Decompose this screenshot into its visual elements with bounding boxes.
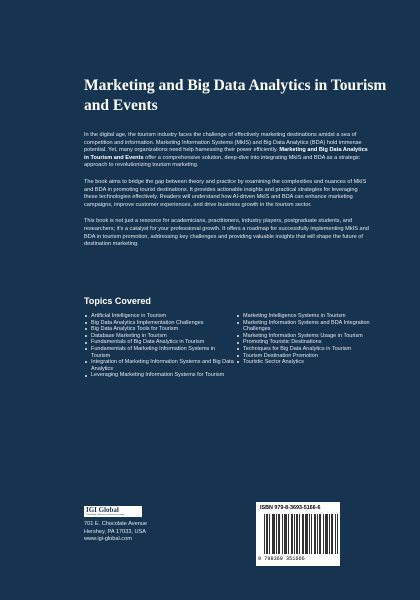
- book-title: Marketing and Big Data Analytics in Tourism and Events: [84, 77, 387, 114]
- publisher-logo-text: IGI Global: [86, 505, 119, 514]
- isbn-barcode: [256, 502, 340, 566]
- topic-item: Leveraging Marketing Information Systems for Tourism: [84, 372, 234, 379]
- topic-item: Touristic Sector Analytics: [236, 359, 386, 366]
- topic-item: Fundamentals of Marketing Information Systems in Tourism: [84, 346, 234, 359]
- description-paragraph-3: This book is not just a resource for academicians, practitioners, industry players, postgraduate students, and researchers; it's a catalyst for your professional growth. It offers a roadmap for successfully implementing MkIS and BDA in tourism promotion, addressing key challenges and providing valuable insights that will shape the future of destination marketing.: [84, 218, 369, 248]
- topics-heading: Topics Covered: [84, 296, 151, 306]
- topics-list-right: [236, 313, 386, 366]
- topic-item: Tourism Destination Promotion: [236, 353, 386, 360]
- barcode-bars: [264, 514, 338, 554]
- topic-item: Big Data Analytics Implementation Challenges: [84, 320, 234, 327]
- topic-item: Marketing Information Systems Usage in Tourism: [236, 333, 386, 340]
- description-paragraph-2: The book aims to bridge the gap between theory and practice by examining the complexities and nuances of MkIS and BDA in promoting tourist destinations. It provides actionable insights and practical strategies for leveraging these technologies effectively. Readers will understand how AI-driven MkIS and BDA can enhance marketing campaigns, improve customer experiences, and drive business growth in the tourism sector.: [84, 178, 367, 208]
- address-line-1: 701 E. Chocolate Avenue: [84, 521, 148, 527]
- topic-item: Artificial Intelligence in Tourism: [84, 313, 234, 320]
- address-line-2: Hershey, PA 17033, USA: [84, 528, 146, 535]
- topic-item: Promoting Touristic Destinations: [236, 339, 386, 346]
- topic-item: Database Marketing in Tourism: [84, 333, 234, 340]
- description: [84, 132, 372, 258]
- topic-item: Techniques for Big Data Analytics in Tourism: [236, 346, 386, 353]
- description-paragraph-1: [84, 132, 372, 170]
- topic-item: Marketing Information Systems and BDA Integration Challenges: [236, 320, 386, 333]
- publisher-logo: [84, 506, 142, 517]
- publisher-logo-tagline: Publishing Tomorrow's Research Today: [86, 513, 125, 516]
- topic-item: Marketing Intelligence Systems in Tourism: [236, 313, 386, 320]
- description-p1-bold-title: Marketing and Big Data Analytics in Tourism and Events: [84, 147, 368, 161]
- topic-item: Integration of Marketing Information Systems and Big Data Analytics: [84, 359, 234, 372]
- description-p1-text: In the digital age, the tourism industry faces the challenge of effectively marketing destinations amidst a sea of competition and information. Marketing Information Systems (MkIS) and Big Data Analytics (BDA) hold immense potential. Yet, many organizations need help harnessing their power efficiently.: [84, 132, 362, 154]
- topic-item: Big Data Analytics Tools for Tourism: [84, 326, 234, 333]
- barcode-number: 9 798369 351666: [258, 556, 305, 562]
- topics-list-left: [84, 313, 234, 379]
- topic-item: Fundamentals of Big Data Analytics in Tourism: [84, 339, 234, 346]
- description-p1-text-end: offer a comprehensive solution, deep-dive into integrating MkIS and BDA as a strategic approach to revolutionizing tourism marketing.: [84, 154, 360, 169]
- isbn-label: ISBN 979-8-3693-5166-6: [260, 505, 321, 511]
- publisher-website: www.igi-global.com: [84, 536, 132, 542]
- publisher-address: [84, 521, 147, 544]
